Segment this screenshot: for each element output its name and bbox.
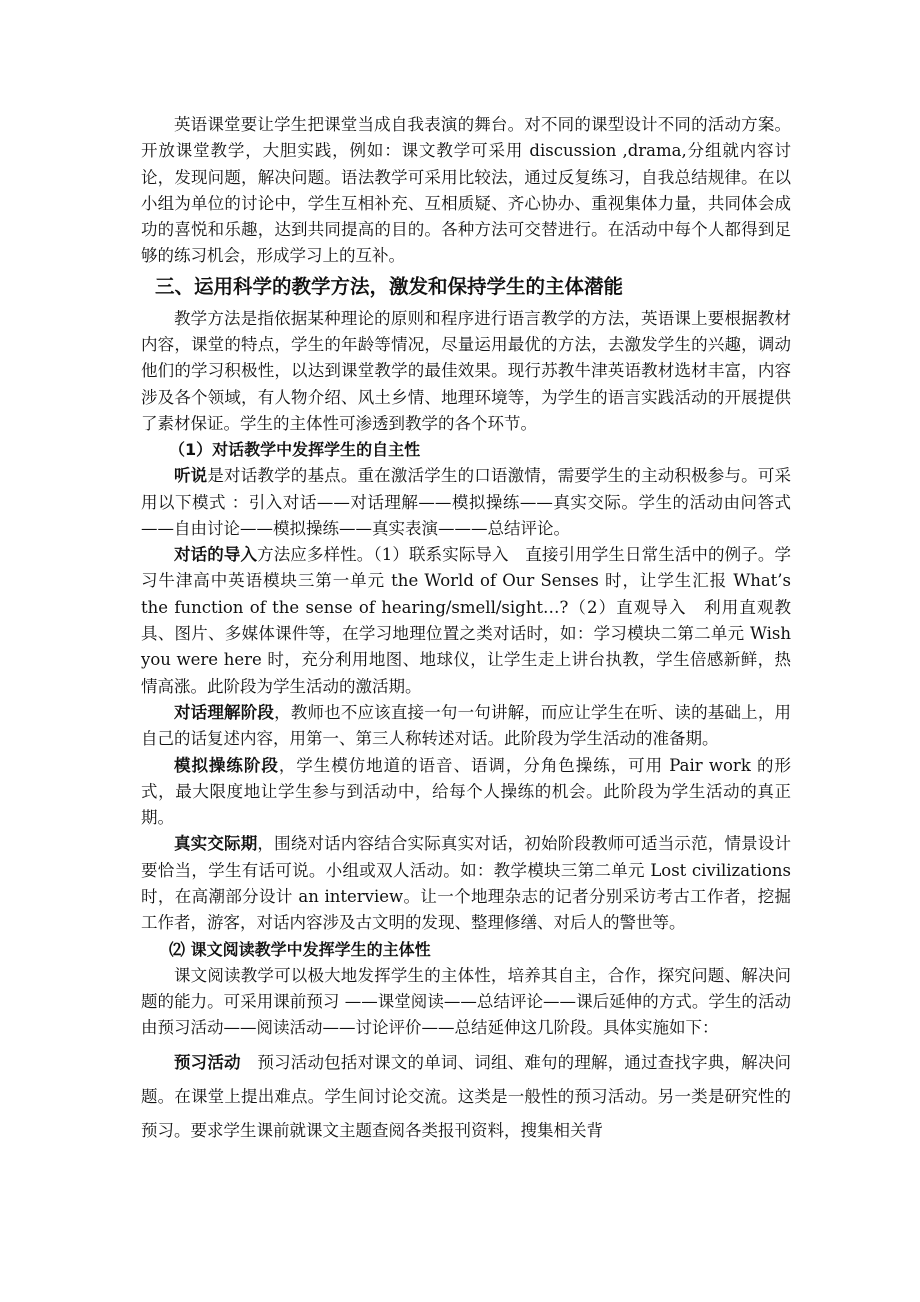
section-heading-3: 三、运用科学的教学方法，激发和保持学生的主体潜能 <box>155 274 624 298</box>
lead-term-practice: 模拟操练阶段 <box>174 755 279 775</box>
paragraph-teaching-method: 教学方法是指依据某种理论的原则和程序进行语言教学的方法，英语课上要根据教材内容，课堂的特点，学生的年龄等情况，尽量运用最优的方法，去激发学生的兴趣，调动他们的学习积极性，以达到课堂教学的最佳效果。现行苏教牛津英语教材选材丰富，内容涉及各个领域，有人物介绍、风土乡情、地理环境等，为学生的语言实践活动的开展提供了素材保证。学生的主体性可渗透到教学的各个环节。 <box>141 308 791 433</box>
paragraph-text: 方法应多样性。（1）联系实际导入 直接引用学生日常生活中的例子。学习牛津高中英语模块三第一单元 the World of Our Senses 时，让学生汇报 What’s the function of the sense of hearing/smell/sight…?（2）直观导入 利用直观教具、图片、多媒体课件等，在学习地理位置之类对话时，如：学习模块二第二单元 Wish you were here 时，充分利用地图、地球仪，让学生走上讲台执教，学生倍感新鲜，热情高涨。此阶段为学生活动的激活期。 <box>141 545 792 696</box>
paragraph-dialogue-understanding <box>141 700 791 753</box>
subheading-reading-teaching: ⑵ 课文阅读教学中发挥学生的主体性 <box>169 939 431 959</box>
lead-term-communication: 真实交际期 <box>174 834 258 854</box>
paragraph-listening-speaking <box>141 463 791 542</box>
paragraph-text: ，教师也不应该直接一句一句讲解，而应让学生在听、读的基础上，用自己的话复述内容，用第一、第三人称转述对话。此阶段为学生活动的准备期。 <box>141 702 792 749</box>
paragraph-dialogue-intro <box>141 542 791 700</box>
subheading-dialogue-teaching: （1）对话教学中发挥学生的自主性 <box>169 440 421 460</box>
lead-term-preview: 预习活动 <box>174 1052 241 1072</box>
lead-term-understanding: 对话理解阶段 <box>174 702 275 722</box>
paragraph-text: ，学生模仿地道的语音、语调，分角色操练，可用 Pair work 的形式，最大限度地让学生参与到活动中，给每个人操练的机会。此阶段为学生活动的真正期。 <box>141 755 792 828</box>
paragraph-preview-activity <box>141 1046 791 1148</box>
paragraph-text: 是对话教学的基点。重在激活学生的口语激情，需要学生的主动积极参与。可采用以下模式 ：引入对话——对话理解——模拟操练——真实交际。学生的活动由问答式——自由讨论——模拟操练——真实表演———总结评论。 <box>141 466 792 538</box>
paragraph-text: 预习活动包括对课文的单词、词组、难句的理解，通过查找字典，解决问题。在课堂上提出难点。学生间讨论交流。这类是一般性的预习活动。另一类是研究性的预习。要求学生课前就课文主题查阅各类报刊资料，搜集相关背 <box>141 1052 792 1140</box>
paragraph-real-communication <box>141 831 791 936</box>
paragraph-reading-teaching: 课文阅读教学可以极大地发挥学生的主体性，培养其自主，合作，探究问题、解决问题的能力。可采用课前预习 ——课堂阅读——总结评论——课后延伸的方式。学生的活动由预习活动——阅读活动——讨论评价——总结延伸这几阶段。具体实施如下： <box>141 965 791 1038</box>
document-body <box>141 112 791 1148</box>
lead-term-listening: 听说 <box>174 466 208 486</box>
lead-term-intro: 对话的导入 <box>174 545 258 565</box>
paragraph-simulated-practice <box>141 753 791 832</box>
paragraph-text: ，围绕对话内容结合实际真实对话，初始阶段教师可适当示范，情景设计要恰当，学生有话可说。小组或双人活动。如：教学模块三第二单元 Lost civilizations 时，在高潮部分设计 an interview。让一个地理杂志的记者分别采访考古工作者，挖掘工作者，游客，对话内容涉及古文明的发现、整理修缮、对后人的警世等。 <box>141 834 792 933</box>
paragraph-activity-plan: 英语课堂要让学生把课堂当成自我表演的舞台。对不同的课型设计不同的活动方案。开放课堂教学，大胆实践，例如：课文教学可采用 discussion ,drama,分组就内容讨论，发现问题，解决问题。语法教学可采用比较法，通过反复练习，自我总结规律。在以小组为单位的讨论中，学生互相补充、互相质疑、齐心协办、重视集体力量，共同体会成功的喜悦和乐趣，达到共同提高的目的。各种方法可交替进行。在活动中每个人都得到足够的练习机会，形成学习上的互补。 <box>141 115 791 266</box>
